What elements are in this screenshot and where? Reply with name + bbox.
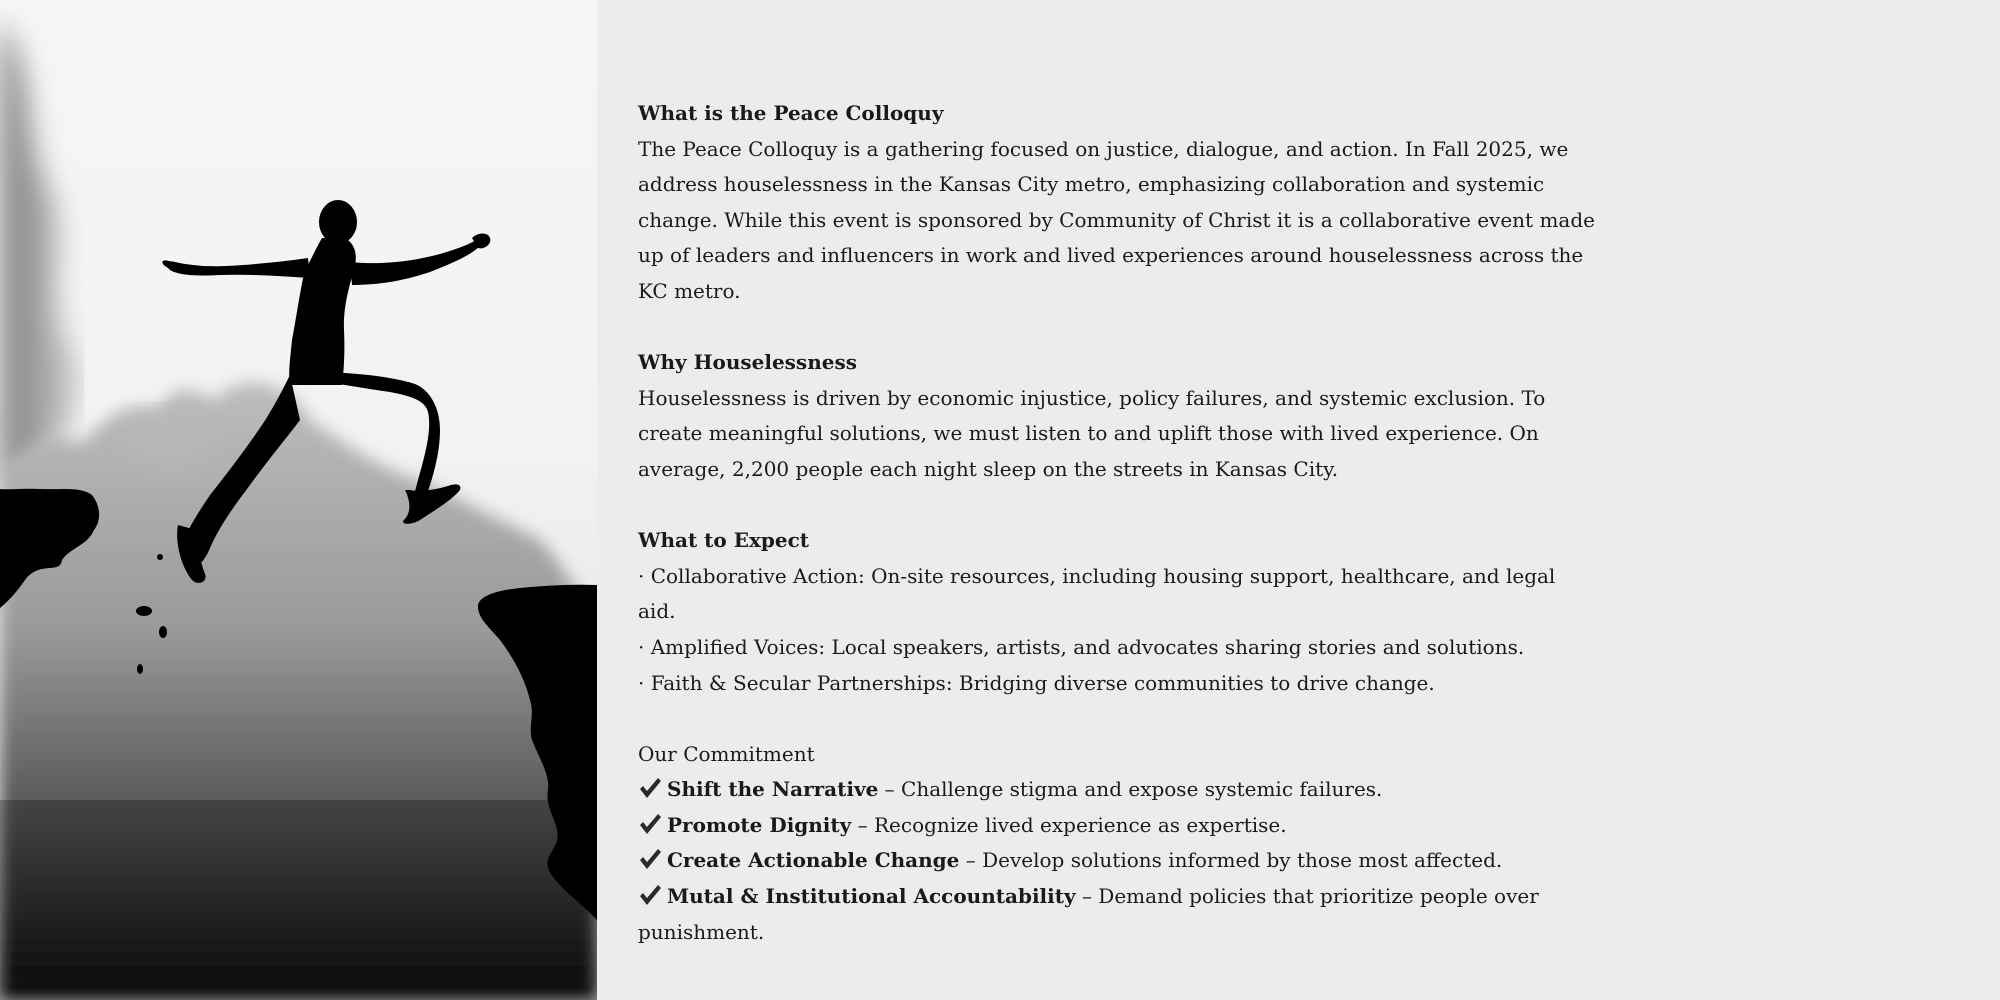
leaping-man-cliff-illustration [0,0,597,1000]
list-item: · Amplified Voices: Local speakers, artists, and advocates sharing stories and solutions. [638,634,1525,659]
commitment-term: Shift the Narrative [667,777,879,802]
commitment-item [638,879,1598,950]
commitment-term: Promote Dignity [667,812,852,837]
section-heading: Our Commitment [638,741,815,766]
commitment-item [638,808,1598,844]
section-what-is [638,96,1598,310]
section-heading: Why Houselessness [638,350,857,375]
hero-image [0,0,597,1000]
list-item: · Faith & Secular Partnerships: Bridging diverse communities to drive change. [638,670,1435,695]
commitment-item [638,772,1598,808]
main-content [638,96,1598,986]
commitment-item [638,843,1598,879]
checkmark-icon [638,776,662,800]
commitment-text: – Demand policies that prioritize people over punishment. [638,884,1539,944]
list-item: · Collaborative Action: On-site resources, including housing support, healthcare, and legal aid. [638,563,1556,624]
checkmark-icon [638,812,662,836]
section-body: Houselessness is driven by economic injustice, policy failures, and systemic exclusion. To create meaningful solutions, we must listen to and uplift those with lived experience. On average, 2,200 people each night sleep on the streets in Kansas City. [638,385,1546,481]
checkmark-icon [638,883,662,907]
commitment-term: Mutal & Institutional Accountability [667,884,1076,909]
checkmark-icon [638,847,662,871]
commitment-term: Create Actionable Change [667,848,960,873]
section-heading: What to Expect [638,528,809,553]
section-heading: What is the Peace Colloquy [638,101,944,125]
section-commitment [638,737,1598,951]
commitment-text: – Develop solutions informed by those most affected. [959,848,1503,873]
section-what-to-expect [638,523,1598,701]
commitment-text: – Challenge stigma and expose systemic failures. [878,777,1383,802]
section-why [638,345,1598,487]
commitment-text: – Recognize lived experience as expertise. [851,812,1287,837]
section-body: The Peace Colloquy is a gathering focused on justice, dialogue, and action. In Fall 2025, we address houselessness in the Kansas City metro, emphasizing collaboration and systemic change. While this event is sponsored by Community of Christ it is a collaborative event made up of leaders and influencers in work and lived experiences around houselessness across the KC metro. [638,136,1595,303]
